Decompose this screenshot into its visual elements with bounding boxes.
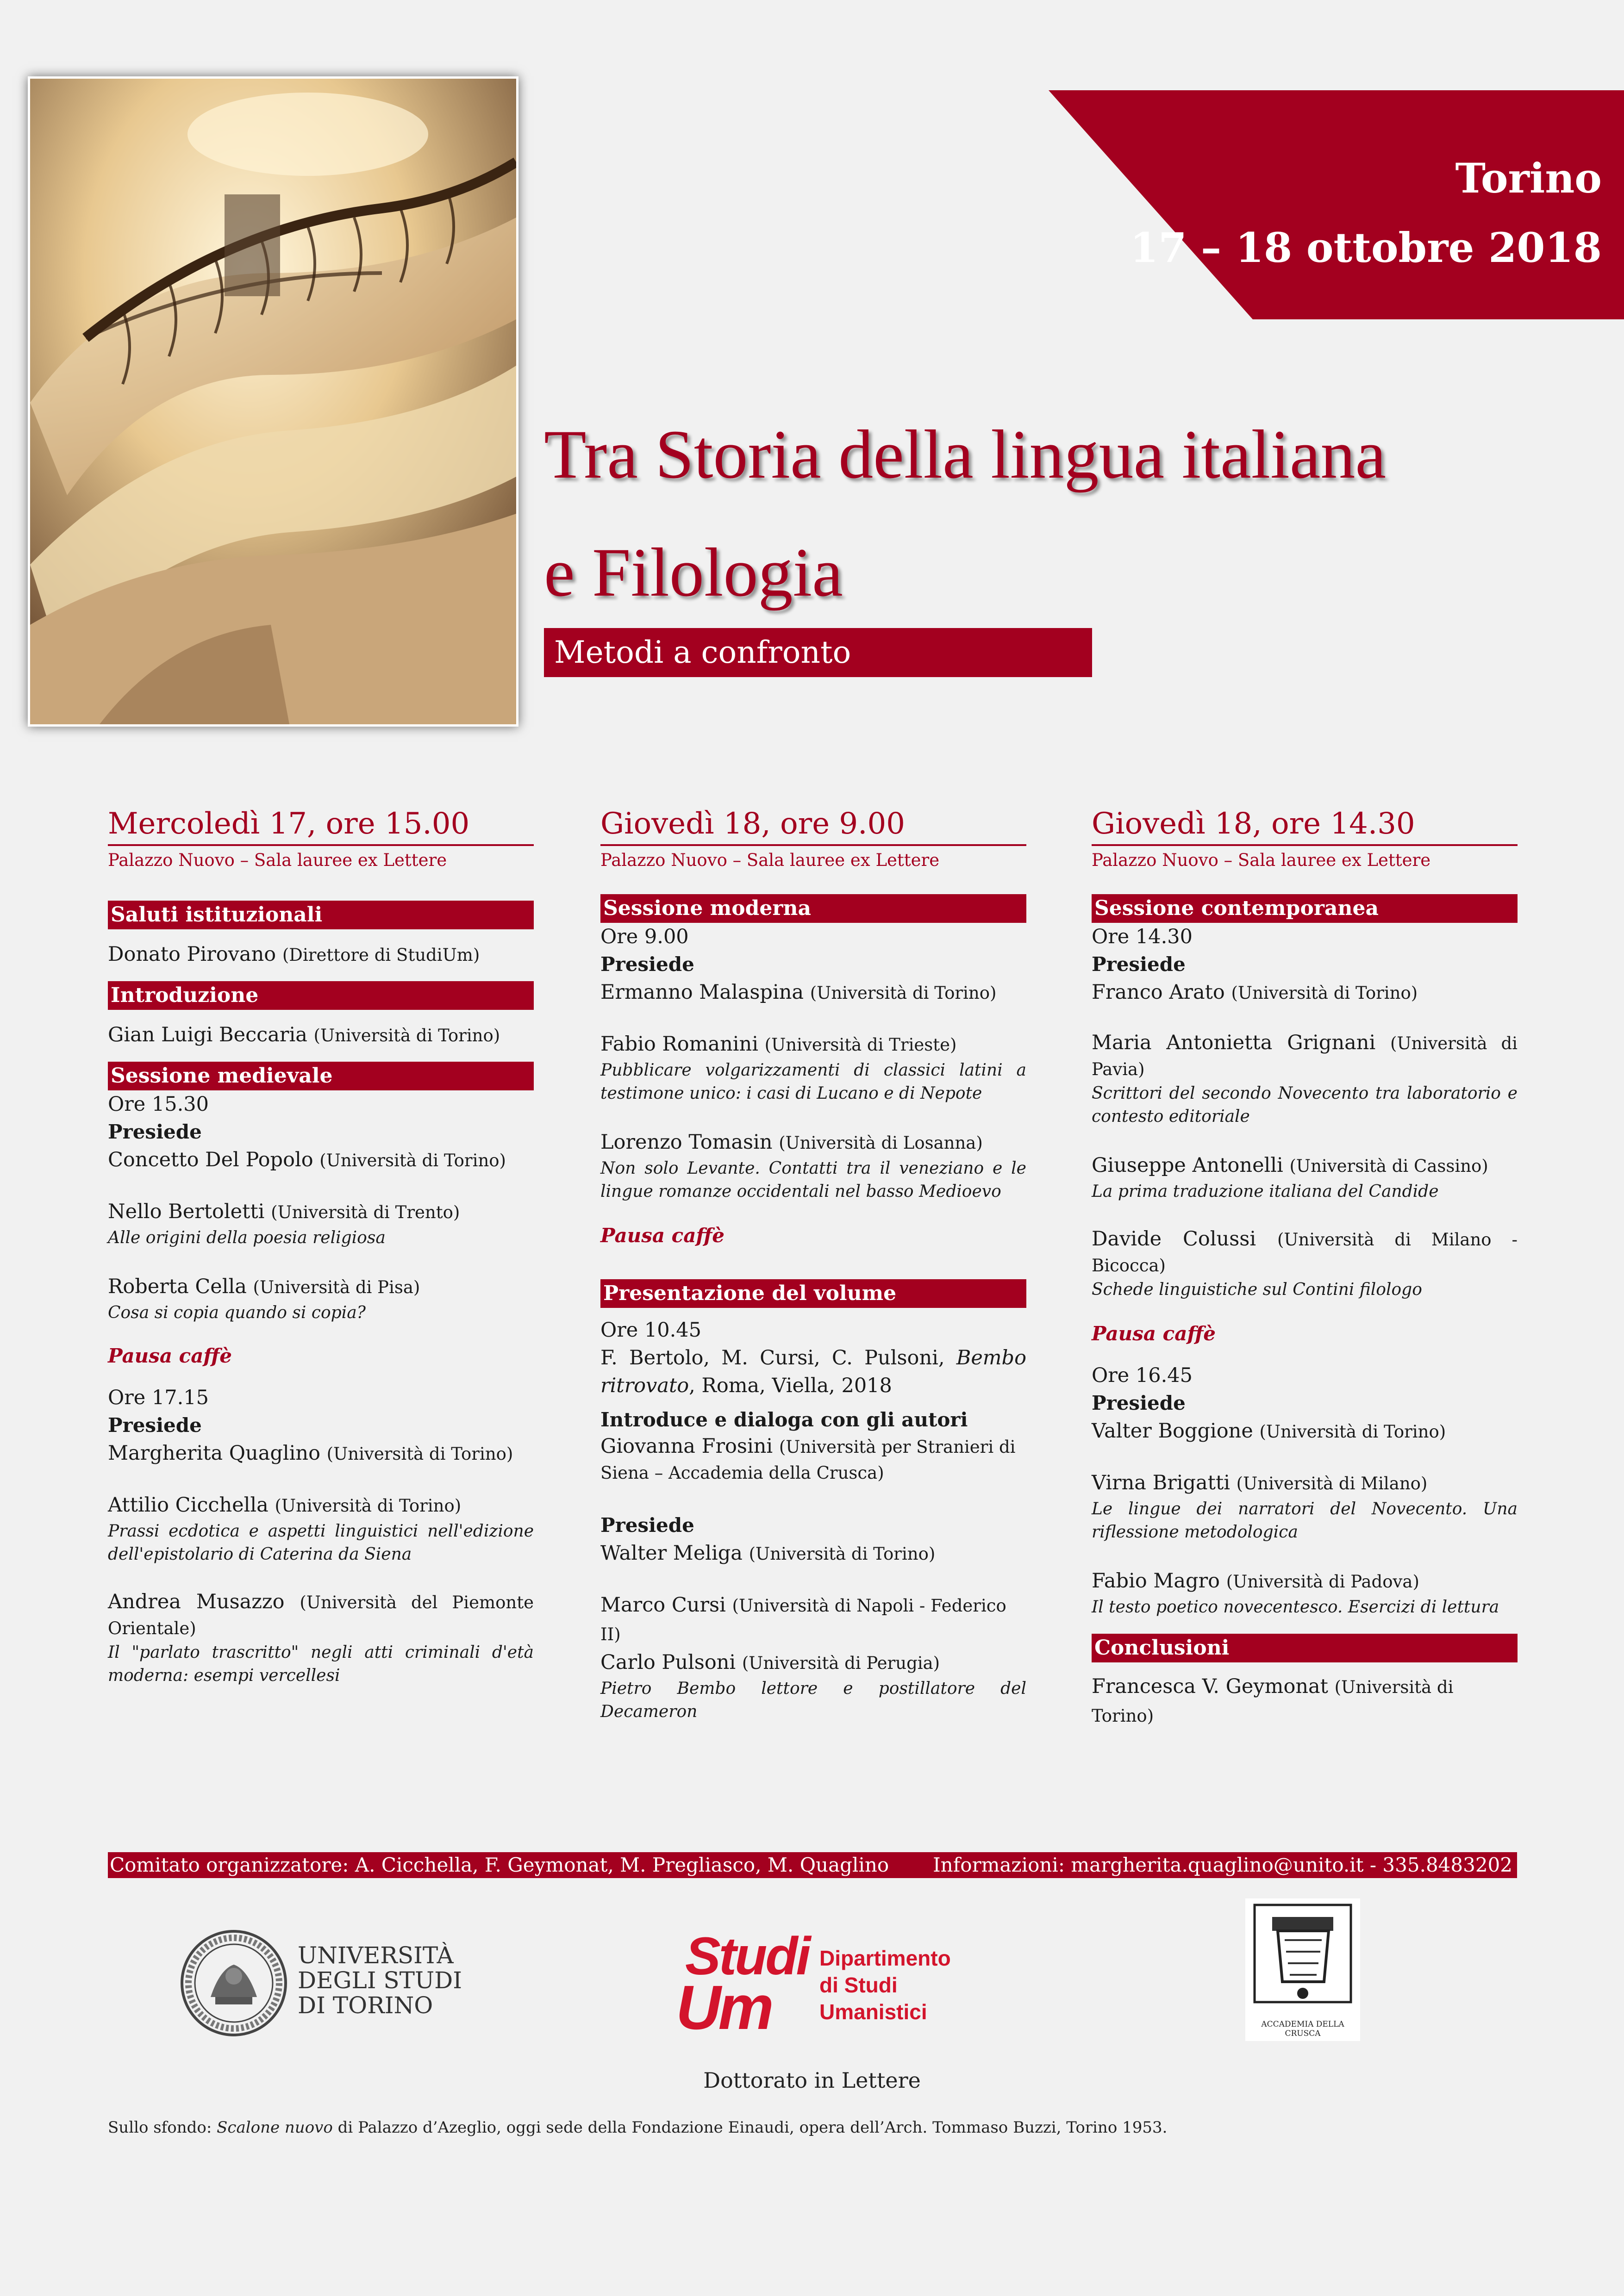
studium-logo-um: Um — [676, 1972, 771, 2042]
dottorato-label: Dottorato in Lettere — [703, 2068, 921, 2093]
presiede-label: Presiede — [108, 1414, 202, 1437]
session-time: Ore 16.45 — [1092, 1364, 1193, 1387]
page-title — [544, 396, 1386, 632]
speaker-affiliation: (Università di Torino) — [319, 1151, 506, 1170]
presiede-label: Presiede — [600, 1514, 694, 1537]
talk-title: Non solo Levante. Contatti tra il veneziano e le lingue romanze occidentali nel basso Medioevo — [600, 1159, 1026, 1201]
speaker — [1092, 1673, 1518, 1730]
speaker — [108, 1589, 534, 1641]
book-publisher: , Roma, Viella, 2018 — [689, 1374, 892, 1397]
banner-city: Torino — [1455, 154, 1602, 202]
speaker-name: Virna Brigatti — [1092, 1471, 1230, 1494]
column-thursday-afternoon — [1092, 805, 1518, 1730]
crusca-logo — [1245, 1898, 1360, 2041]
book-authors: F. Bertolo, M. Cursi, C. Pulsoni, — [600, 1346, 945, 1369]
speaker — [108, 940, 534, 969]
talk-title: La prima traduzione italiana del Candide — [1092, 1182, 1439, 1201]
unito-line-3: DI TORINO — [298, 1992, 433, 2019]
speaker-name: Giuseppe Antonelli — [1092, 1154, 1283, 1177]
session-time: Ore 10.45 — [600, 1319, 702, 1342]
speaker — [600, 1434, 1026, 1486]
presiede-label: Presiede — [1092, 953, 1186, 976]
talk-title: Prassi ecdotica e aspetti linguistici nell'edizione dell'epistolario di Caterina da Siena — [108, 1522, 534, 1564]
speaker-name: Maria Antonietta Grignani — [1092, 1031, 1376, 1054]
column-wednesday — [108, 805, 534, 1687]
speaker-affiliation: (Università di Trento) — [271, 1202, 460, 1222]
banner-dates: 17 – 18 ottobre 2018 — [1130, 224, 1602, 272]
speaker-affiliation: (Università di Torino) — [326, 1444, 513, 1464]
talk-title: Pubblicare volgarizzamenti di classici latini a testimone unico: i casi di Lucano e di Nepote — [600, 1061, 1026, 1103]
speaker — [1092, 1151, 1518, 1180]
speaker-name: Francesca V. Geymonat — [1092, 1675, 1328, 1698]
studium-line-2: di Studi — [819, 1973, 898, 1997]
speaker-name: Donato Pirovano — [108, 943, 276, 966]
section-bar: Introduzione — [108, 981, 534, 1010]
column-heading: Giovedì 18, ore 14.30 — [1092, 805, 1518, 846]
organizing-committee: Comitato organizzatore: A. Cicchella, F. Geymonat, M. Pregliasco, M. Quaglino — [110, 1854, 889, 1876]
speaker-affiliation: (Università di Torino) — [313, 1026, 500, 1045]
speaker-affiliation: (Università di Torino) — [275, 1496, 462, 1516]
studium-line-1: Dipartimento — [819, 1946, 951, 1970]
speaker-name: Fabio Magro — [1092, 1569, 1220, 1593]
session-time: Ore 9.00 — [600, 925, 689, 948]
section-bar: Sessione moderna — [600, 894, 1026, 923]
speaker-name: Ermanno Malaspina — [600, 981, 804, 1004]
title-line-2: e Filologia — [544, 534, 843, 611]
speaker — [600, 1591, 1026, 1649]
studium-logo-icon — [676, 1927, 815, 2042]
speaker — [1092, 1567, 1518, 1596]
speaker-affiliation: (Università del Piemonte Orientale) — [108, 1593, 534, 1638]
presiede-label: Presiede — [108, 1120, 202, 1143]
talk-title: Cosa si copia quando si copia? — [108, 1303, 366, 1322]
speaker — [108, 1491, 534, 1520]
speaker — [108, 1198, 534, 1226]
speaker — [600, 1128, 1026, 1157]
speaker-name: Davide Colussi — [1092, 1227, 1256, 1251]
unito-line-1: UNIVERSITÀ — [298, 1942, 454, 1969]
speaker — [600, 978, 1026, 1007]
crusca-emblem-icon — [1245, 1898, 1360, 2019]
speaker-affiliation: (Università di Trieste) — [764, 1035, 957, 1055]
talk-title: Pietro Bembo lettore e postillatore del Decameron — [600, 1679, 1026, 1721]
speaker-affiliation: (Università di Torino) — [1259, 1422, 1446, 1442]
speaker — [600, 1030, 1026, 1059]
speaker — [108, 1021, 534, 1050]
footer-bar — [108, 1852, 1517, 1878]
speaker — [600, 1539, 1026, 1568]
studium-logo-studi: Studi — [685, 1927, 809, 1986]
speaker-name: Andrea Musazzo — [108, 1590, 285, 1613]
speaker-affiliation: (Università di Pisa) — [253, 1277, 420, 1297]
book-reference — [600, 1344, 1026, 1400]
column-venue: Palazzo Nuovo – Sala lauree ex Lettere — [600, 850, 940, 870]
banner-text — [1130, 143, 1602, 282]
speaker — [1092, 1417, 1518, 1446]
speaker-name: Fabio Romanini — [600, 1033, 758, 1056]
speaker-affiliation: (Università di Torino) — [1092, 1677, 1454, 1726]
speaker-affiliation: (Università di Torino) — [749, 1544, 936, 1564]
speaker-affiliation: (Università di Cassino) — [1289, 1156, 1488, 1176]
speaker-affiliation: (Direttore di StudiUm) — [282, 945, 480, 965]
speaker-affiliation: (Università di Perugia) — [742, 1653, 940, 1673]
caption-rest: di Palazzo d’Azeglio, oggi sede della Fondazione Einaudi, opera dell’Arch. Tommaso Buzzi, Torino 1953. — [332, 2118, 1168, 2137]
section-bar: Sessione medievale — [108, 1062, 534, 1090]
title-line-1: Tra Storia della lingua italiana — [544, 416, 1387, 493]
speaker-name: Valter Boggione — [1092, 1419, 1253, 1443]
speaker-affiliation: (Università di Napoli - Federico II) — [600, 1596, 1006, 1644]
speaker-name: Margherita Quaglino — [108, 1442, 320, 1465]
speaker-name: Carlo Pulsoni — [600, 1651, 736, 1674]
presiede-label: Presiede — [1092, 1392, 1186, 1414]
speaker-name: Franco Arato — [1092, 981, 1225, 1004]
column-heading: Giovedì 18, ore 9.00 — [600, 805, 1026, 846]
section-bar: Conclusioni — [1092, 1634, 1518, 1662]
speaker-affiliation: (Università per Stranieri di Siena – Accademia della Crusca) — [600, 1437, 1016, 1483]
talk-title: Alle origini della poesia religiosa — [108, 1228, 386, 1247]
crusca-label: ACCADEMIA DELLA CRUSCA — [1261, 2020, 1344, 2038]
speaker-affiliation: (Università di Milano - Bicocca) — [1092, 1230, 1518, 1276]
unito-wordmark — [298, 1943, 462, 2018]
session-time: Ore 15.30 — [108, 1093, 209, 1116]
speaker — [600, 1649, 1026, 1677]
session-time: Ore 14.30 — [1092, 925, 1193, 948]
speaker-affiliation: (Università di Torino) — [1231, 983, 1418, 1003]
talk-title: Schede linguistiche sul Contini filologo — [1092, 1280, 1422, 1299]
speaker — [1092, 1030, 1518, 1082]
speaker-name: Gian Luigi Beccaria — [108, 1023, 307, 1046]
presiede-label: Presiede — [600, 953, 694, 976]
speaker-name: Roberta Cella — [108, 1275, 247, 1298]
coffee-break: Pausa caffè — [1092, 1322, 1216, 1345]
info-contact: Informazioni: margherita.quaglino@unito.it - 335.8483202 — [933, 1854, 1512, 1876]
speaker-name: Attilio Cicchella — [108, 1493, 269, 1517]
unito-line-2: DEGLI STUDI — [298, 1967, 462, 1994]
subtitle-bar: Metodi a confronto — [544, 628, 1092, 677]
session-time: Ore 17.15 — [108, 1386, 209, 1409]
introduce-label: Introduce e dialoga con gli autori — [600, 1408, 968, 1431]
speaker-name: Nello Bertoletti — [108, 1200, 265, 1223]
column-thursday-morning — [600, 805, 1026, 1724]
column-venue: Palazzo Nuovo – Sala lauree ex Lettere — [1092, 850, 1431, 870]
talk-title: Le lingue dei narratori del Novecento. Una riflessione metodologica — [1092, 1500, 1518, 1542]
speaker — [1092, 1469, 1518, 1498]
coffee-break: Pausa caffè — [108, 1344, 232, 1367]
talk-title: Il "parlato trascritto" negli atti criminali d'età moderna: esempi vercellesi — [108, 1643, 534, 1685]
speaker-name: Lorenzo Tomasin — [600, 1131, 773, 1154]
speaker-affiliation: (Università di Losanna) — [779, 1133, 983, 1153]
section-bar: Saluti istituzionali — [108, 901, 534, 929]
studium-line-3: Umanistici — [819, 2000, 927, 2024]
section-bar: Sessione contemporanea — [1092, 894, 1518, 923]
speaker — [1092, 978, 1518, 1007]
caption-prefix: Sullo sfondo: — [108, 2118, 217, 2137]
speaker-affiliation: (Università di Padova) — [1226, 1572, 1419, 1592]
column-venue: Palazzo Nuovo – Sala lauree ex Lettere — [108, 850, 447, 870]
speaker-name: Walter Meliga — [600, 1542, 743, 1565]
photo-caption — [108, 2118, 1167, 2137]
speaker-affiliation: (Università di Pavia) — [1092, 1033, 1518, 1079]
speaker — [108, 1439, 534, 1468]
studium-wordmark — [819, 1945, 951, 2025]
book-title: Bembo ritrovato — [600, 1346, 1026, 1397]
speaker-name: Marco Cursi — [600, 1593, 726, 1617]
speaker-name: Concetto Del Popolo — [108, 1148, 313, 1171]
speaker-name: Giovanna Frosini — [600, 1435, 773, 1458]
caption-italic: Scalone nuovo — [217, 2118, 333, 2137]
speaker — [1092, 1226, 1518, 1278]
speaker — [108, 1146, 534, 1175]
section-bar: Presentazione del volume — [600, 1279, 1026, 1308]
talk-title: Il testo poetico novecentesco. Esercizi di lettura — [1092, 1598, 1499, 1617]
staircase-photo — [28, 76, 518, 727]
speaker-affiliation: (Università di Torino) — [810, 983, 997, 1003]
staircase-illustration — [30, 79, 516, 724]
speaker — [108, 1273, 534, 1301]
talk-title: Scrittori del secondo Novecento tra laboratorio e contesto editoriale — [1092, 1084, 1518, 1126]
column-heading: Mercoledì 17, ore 15.00 — [108, 805, 534, 846]
unito-seal-icon — [178, 1928, 289, 2039]
speaker-affiliation: (Università di Milano) — [1236, 1474, 1428, 1493]
coffee-break: Pausa caffè — [600, 1224, 725, 1247]
